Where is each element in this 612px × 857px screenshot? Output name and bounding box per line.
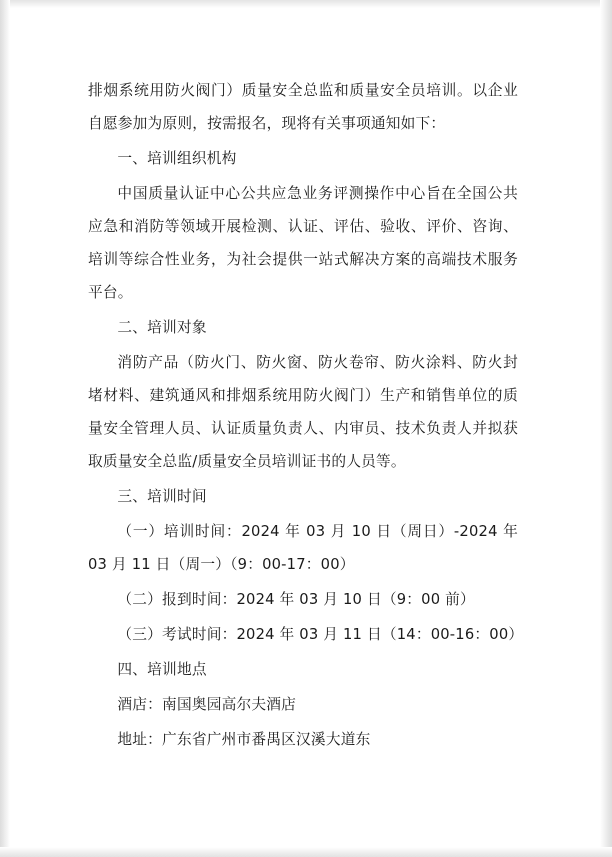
paragraph-checkin-time: （二）报到时间：2024 年 03 月 10 日（9：00 前） (117, 591, 475, 608)
page-edge-left (0, 0, 10, 857)
paragraph-audience: 消防产品（防火门、防火窗、防火卷帘、防火涂料、防火封堵材料、建筑通风和排烟系统用防火阀门）生产和销售单位的质量安全管理人员、认证质量负责人、内审员、技术负责人并拟获取质量安全总监/质量安全员培训证书的人员等。 (88, 354, 518, 470)
section-heading-3: 三、培训时间 (117, 488, 207, 505)
paragraph-exam-time: （三）考试时间：2024 年 03 月 11 日（14：00-16：00） (117, 626, 524, 643)
paragraph-address: 地址：广东省广州市番禺区汉溪大道东 (117, 731, 371, 748)
section-heading-4: 四、培训地点 (117, 661, 207, 678)
section-heading-1: 一、培训组织机构 (117, 150, 237, 167)
paragraph-continuation: 排烟系统用防火阀门）质量安全总监和质量安全员培训。以企业自愿参加为原则，按需报名，现将有关事项通知如下： (88, 82, 518, 132)
page-edge-right (600, 0, 612, 857)
document-body (88, 74, 524, 756)
paragraph-training-time: （一）培训时间：2024 年 03 月 10 日（周日）-2024 年 03 月 11 日（周一）（9：00-17：00） (88, 523, 518, 573)
page-edge-top (0, 0, 612, 8)
page-edge-bottom (0, 847, 612, 857)
paragraph-organizer: 中国质量认证中心公共应急业务评测操作中心旨在全国公共应急和消防等领域开展检测、认证、评估、验收、评价、咨询、培训等综合性业务，为社会提供一站式解决方案的高端技术服务平台。 (88, 185, 518, 301)
section-heading-2: 二、培训对象 (117, 319, 207, 336)
paragraph-hotel: 酒店：南国奥园高尔夫酒店 (117, 696, 297, 713)
